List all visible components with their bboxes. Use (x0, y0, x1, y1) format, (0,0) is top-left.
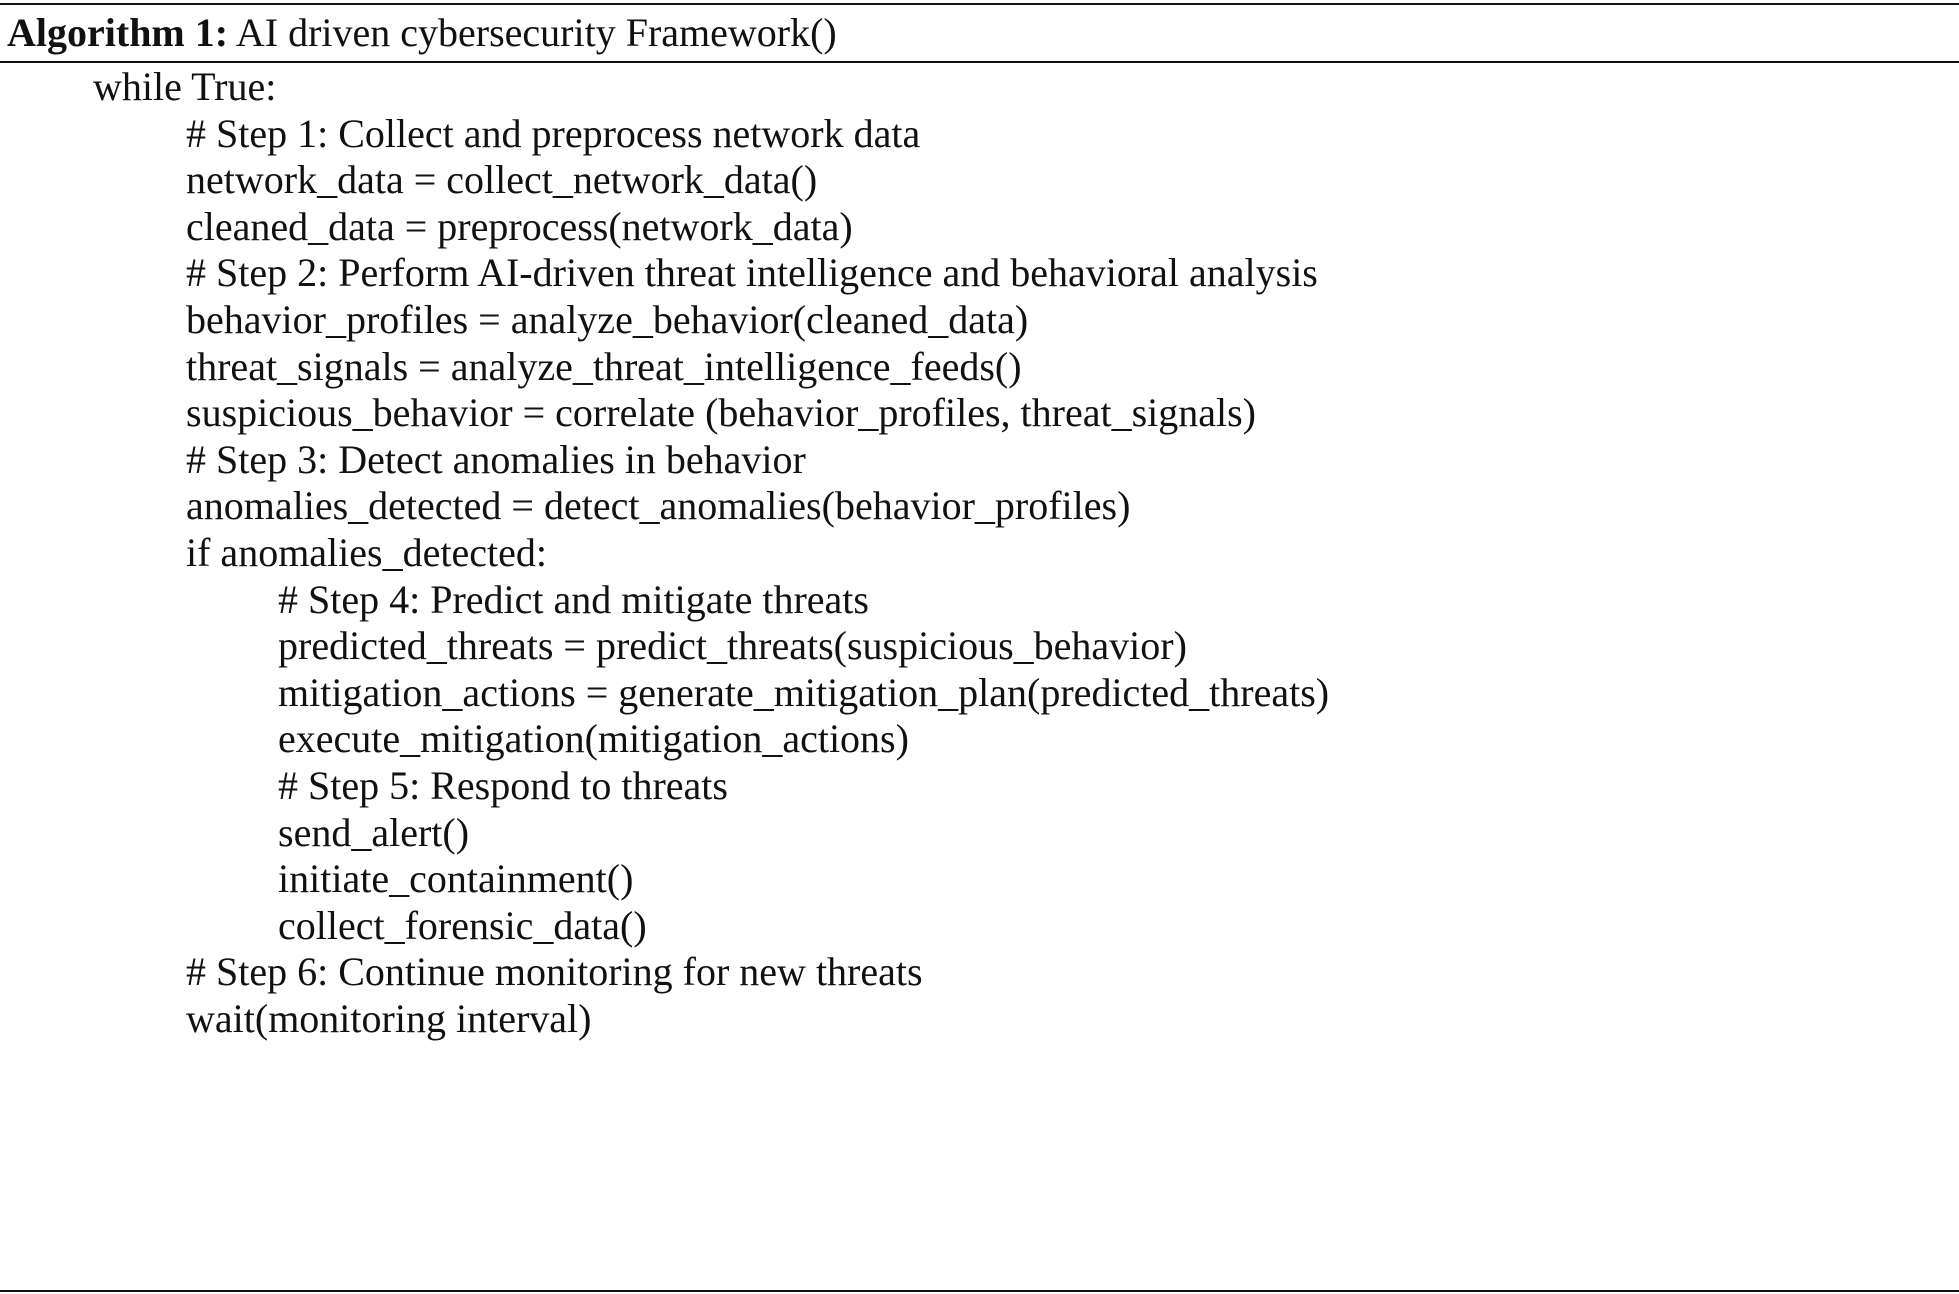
algorithm-label: Algorithm 1: (7, 10, 229, 55)
code-line: anomalies_detected = detect_anomalies(behavior_profiles) (186, 483, 1131, 529)
code-line: threat_signals = analyze_threat_intelligence_feeds() (186, 343, 1022, 389)
algorithm-caption (7, 4, 837, 61)
code-line: # Step 4: Predict and mitigate threats (278, 576, 869, 622)
code-line: execute_mitigation(mitigation_actions) (278, 716, 909, 762)
code-line: suspicious_behavior = correlate (behavior_profiles, threat_signals) (186, 390, 1256, 436)
code-line: send_alert() (278, 809, 470, 855)
code-line: predicted_threats = predict_threats(suspicious_behavior) (278, 623, 1187, 669)
code-line: mitigation_actions = generate_mitigation_plan(predicted_threats) (278, 669, 1330, 715)
code-line: behavior_profiles = analyze_behavior(cleaned_data) (186, 297, 1029, 342)
code-line: network_data = collect_network_data() (186, 157, 818, 203)
code-line: # Step 5: Respond to threats (278, 763, 728, 808)
code-line: cleaned_data = preprocess(network_data) (186, 203, 853, 249)
bottom-rule (0, 1290, 1959, 1292)
code-line: initiate_containment() (278, 856, 634, 902)
caption-rule (0, 61, 1959, 63)
code-line: while True: (93, 64, 277, 109)
code-line: # Step 2: Perform AI-driven threat intelligence and behavioral analysis (186, 250, 1318, 296)
code-line: # Step 3: Detect anomalies in behavior (186, 436, 806, 482)
code-line: # Step 1: Collect and preprocess network data (186, 110, 921, 156)
algorithm-title: AI driven cybersecurity Framework() (235, 10, 837, 55)
code-line: collect_forensic_data() (278, 902, 647, 948)
code-line: # Step 6: Continue monitoring for new threats (186, 949, 923, 995)
code-line: if anomalies_detected: (186, 530, 547, 575)
code-line: wait(monitoring interval) (186, 996, 592, 1041)
